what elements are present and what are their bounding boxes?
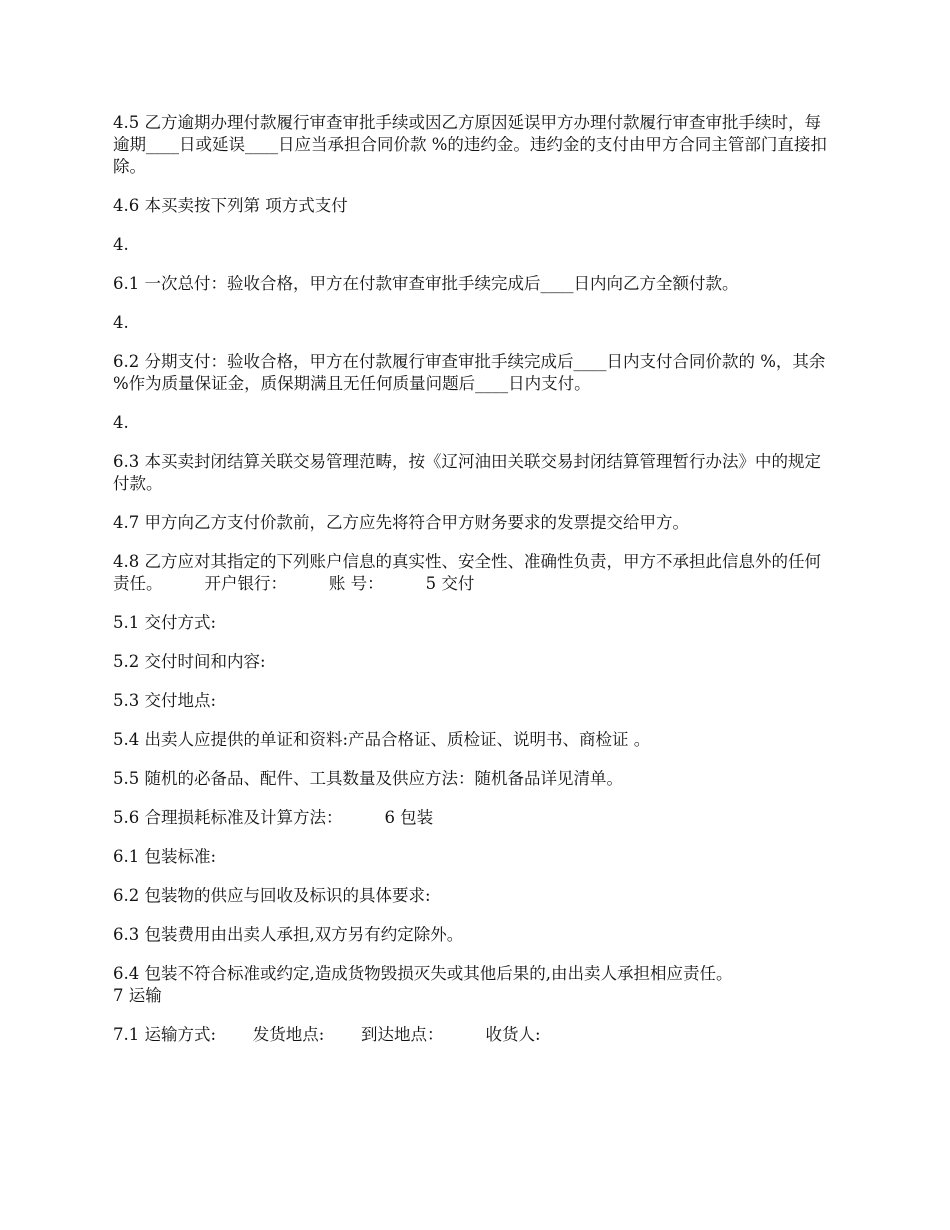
clause-6-3: 6.3 本买卖封闭结算关联交易管理范畴，按《辽河油田关联交易封闭结算管理暂行办法》中的规定付款。 [113, 452, 821, 493]
clause-4-5: 4.5 乙方逾期办理付款履行审查审批手续或因乙方原因延误甲方办理付款履行审查审批手续时，每逾期____日或延误____日应当承担合同价款 %的违约金。违约金的支付由甲方合同主管部门直接扣除。 [113, 113, 827, 176]
clause-6-1: 6.1 一次总付：验收合格，甲方在付款审查审批手续完成后____日内向乙方全额付款。 [113, 274, 739, 293]
clause-6-2-packaging: 6.2 包装物的供应与回收及标识的具体要求: [113, 886, 431, 905]
document-page [113, 112, 835, 1063]
clause-5-6: 5.6 合理损耗标准及计算方法： 6 包装 [113, 808, 434, 827]
clause-6-3-packaging: 6.3 包装费用由出卖人承担,双方另有约定除外。 [113, 925, 464, 944]
clause-5-1: 5.1 交付方式: [113, 613, 217, 632]
clause-6-1-packaging: 6.1 包装标准: [113, 847, 217, 866]
clause-6-4-packaging: 6.4 包装不符合标准或约定,造成货物毁损灭失或其他后果的,由出卖人承担相应责任。 [113, 964, 733, 983]
clause-number-fragment: 4. [113, 235, 129, 254]
clause-7-1: 7.1 运输方式: 发货地点: 到达地点： 收货人: [113, 1025, 541, 1044]
section-7-heading: 7 运输 [113, 986, 162, 1005]
clause-6-2: 6.2 分期支付：验收合格，甲方在付款履行审查审批手续完成后____日内支付合同价款的 %，其余 %作为质量保证金，质保期满且无任何质量问题后____日内支付。 [113, 352, 831, 393]
clause-5-3: 5.3 交付地点: [113, 691, 217, 710]
clause-5-4: 5.4 出卖人应提供的单证和资料:产品合格证、质检证、说明书、商检证 。 [113, 730, 651, 749]
clause-5-5: 5.5 随机的必备品、配件、工具数量及供应方法：随机备品详见清单。 [113, 769, 623, 788]
clause-number-fragment: 4. [113, 313, 129, 332]
clause-4-7: 4.7 甲方向乙方支付价款前，乙方应先将符合甲方财务要求的发票提交给甲方。 [113, 513, 689, 532]
clause-4-6: 4.6 本买卖按下列第 项方式支付 [113, 196, 348, 215]
clause-4-8: 4.8 乙方应对其指定的下列账户信息的真实性、安全性、准确性负责，甲方不承担此信息外的任何责任。 开户银行： 账 号： 5 交付 [113, 552, 821, 593]
clause-number-fragment: 4. [113, 413, 129, 432]
clause-5-2: 5.2 交付时间和内容: [113, 652, 266, 671]
